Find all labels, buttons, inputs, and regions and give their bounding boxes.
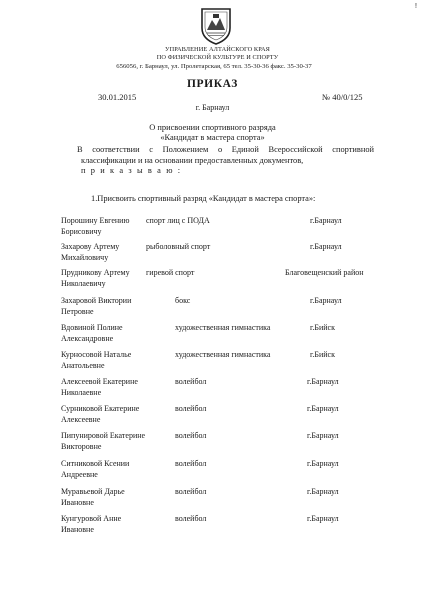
- awardee-sport: волейбол: [175, 459, 207, 468]
- awardee-sport: художественная гимнастика: [175, 323, 271, 332]
- organization-address: 656056, г. Барнаул, ул. Пролетарская, 65 тел. 35-30-36 факс. 35-30-37: [116, 63, 312, 70]
- awardee-name-line: Курносовой Наталье: [61, 350, 132, 359]
- awardee-name-line: Захаровой Виктории: [61, 296, 132, 305]
- awardee-name-line: Михайловичу: [61, 252, 109, 262]
- awardee-name-line: Николаевне: [61, 387, 102, 397]
- awardee-place: г.Барнаул: [307, 377, 339, 386]
- awardee-sport: бокс: [175, 296, 191, 305]
- organization-name: [100, 46, 335, 62]
- awardee-name-line: Ситниковой Ксении: [61, 459, 130, 468]
- awardee-name-line: Прудникову Артему: [61, 268, 130, 277]
- awardee-name-line: Борисовичу: [61, 226, 102, 236]
- order-date: 30.01.2015: [98, 92, 137, 102]
- awardee-name: [61, 377, 151, 398]
- awardee-name-line: Ивановне: [61, 524, 94, 534]
- awardee-place: г.Барнаул: [307, 487, 339, 496]
- awardee-name-line: Алексеевой Екатерине: [61, 377, 138, 386]
- preamble-line-1: В соответствии с Положением о Единой Всероссийской спортивной: [77, 145, 374, 154]
- preamble-line-3: п р и к а з ы в а ю :: [81, 166, 182, 175]
- awardee-place: г.Барнаул: [310, 296, 342, 305]
- awardee-name-line: Александровне: [61, 333, 114, 343]
- awardee-name: [61, 487, 151, 508]
- awardee-name-line: Ивановне: [61, 497, 94, 507]
- awardee-name: [61, 350, 151, 371]
- subject-line-1: О присвоении спортивного разряда: [149, 123, 276, 132]
- subject-line-2: «Кандидат в мастера спорта»: [160, 133, 265, 142]
- awardee-place: г.Барнаул: [307, 514, 339, 523]
- awardee-place: г.Бийск: [310, 350, 335, 359]
- order-item-1: 1.Присвоить спортивный разряд «Кандидат в мастера спорта»:: [91, 194, 316, 203]
- coat-of-arms-icon: [198, 6, 234, 46]
- awardee-sport: гиревой спорт: [146, 268, 195, 277]
- awardee-sport: волейбол: [175, 404, 207, 413]
- organization-line-2: ПО ФИЗИЧЕСКОЙ КУЛЬТУРЕ И СПОРТУ: [156, 54, 279, 61]
- awardee-name-line: Сурниковой Екатерине: [61, 404, 140, 413]
- awardee-name-line: Алексеевне: [61, 414, 101, 424]
- awardee-name-line: Андреевне: [61, 469, 98, 479]
- awardee-place: г.Барнаул: [307, 459, 339, 468]
- awardee-name-line: Порошину Евгению: [61, 216, 130, 225]
- awardee-name: [61, 431, 151, 452]
- awardee-place: г.Барнаул: [307, 431, 339, 440]
- awardee-name-line: Пипунировой Екатерине: [61, 431, 146, 440]
- awardee-name: [61, 216, 151, 237]
- awardee-name-line: Кунгуровой Анне: [61, 514, 122, 523]
- awardee-place: г.Барнаул: [310, 216, 342, 225]
- awardee-place: г.Бийск: [310, 323, 335, 332]
- awardee-name-line: Вдовиной Полине: [61, 323, 123, 332]
- awardee-name: [61, 514, 151, 535]
- awardee-name: [61, 459, 151, 480]
- awardee-place: Благовещенский район: [285, 268, 364, 277]
- order-number: № 40/0/125: [322, 92, 363, 102]
- awardee-sport: волейбол: [175, 431, 207, 440]
- order-city: г. Барнаул: [195, 103, 230, 112]
- order-subject: [80, 123, 345, 143]
- preamble-line-2: классификации и на основании предоставленных документов,: [81, 155, 304, 165]
- corner-mark: !: [415, 3, 417, 10]
- awardee-name-line: Петровне: [61, 306, 94, 316]
- document-type: ПРИКАЗ: [187, 78, 238, 90]
- awardee-sport: волейбол: [175, 514, 207, 523]
- awardee-name: [61, 323, 151, 344]
- awardee-name-line: Николаевичу: [61, 278, 106, 288]
- awardee-sport: художественная гимнастика: [175, 350, 271, 359]
- awardee-name-line: Анатольевне: [61, 360, 105, 370]
- awardee-name: [61, 268, 151, 289]
- awardee-place: г.Барнаул: [310, 242, 342, 251]
- organization-line-1: УПРАВЛЕНИЕ АЛТАЙСКОГО КРАЯ: [165, 46, 270, 53]
- awardee-sport: волейбол: [175, 487, 207, 496]
- awardee-sport: волейбол: [175, 377, 207, 386]
- order-preamble: [67, 145, 374, 177]
- awardee-sport: спорт лиц с ПОДА: [146, 216, 210, 225]
- awardee-name-line: Викторовне: [61, 441, 102, 451]
- awardee-name: [61, 242, 151, 263]
- awardee-name-line: Муравьевой Дарье: [61, 487, 125, 496]
- awardee-place: г.Барнаул: [307, 404, 339, 413]
- awardee-name: [61, 296, 151, 317]
- awardee-sport: рыболовный спорт: [146, 242, 211, 251]
- awardee-name: [61, 404, 151, 425]
- awardee-name-line: Захарову Артему: [61, 242, 120, 251]
